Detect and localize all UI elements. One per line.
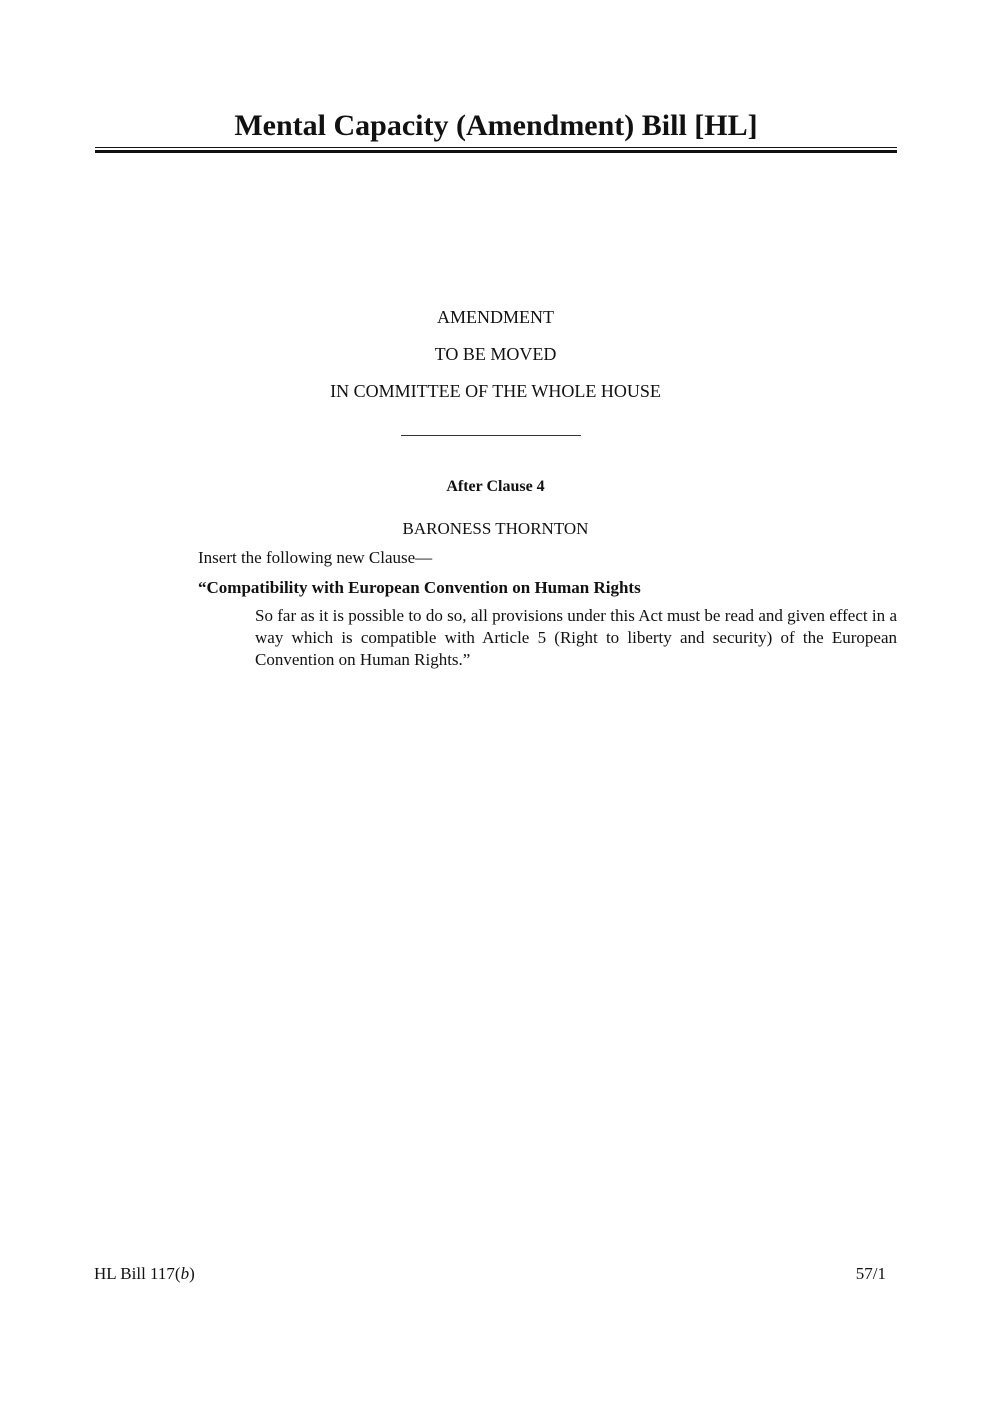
bill-ref-suffix: ) [189,1264,195,1283]
page-reference: 57/1 [855,1264,886,1283]
title-rule-thick [95,150,897,153]
bill-title: Mental Capacity (Amendment) Bill [HL] [234,109,758,142]
amendment-label: AMENDMENT [437,307,554,327]
clause-text: So far as it is possible to do so, all provisions under this Act must be read and given effect in a way which is compatible with Article 5 (Right to liberty and security) of the European Convention on Human Rights.” [255,606,897,669]
to-be-moved-label: TO BE MOVED [434,344,557,364]
bill-reference [94,1263,195,1285]
mover-name: BARONESS THORNTON [402,519,589,538]
insert-instruction: Insert the following new Clause— [198,548,433,567]
bill-ref-prefix: HL Bill 117( [94,1264,181,1283]
section-divider [401,435,581,436]
title-rule-thin [95,147,897,148]
committee-label: IN COMMITTEE OF THE WHOLE HOUSE [330,381,661,401]
clause-heading: “Compatibility with European Convention on Human Rights [198,578,641,597]
section-heading: After Clause 4 [446,478,545,495]
bill-ref-italic: b [180,1264,190,1283]
